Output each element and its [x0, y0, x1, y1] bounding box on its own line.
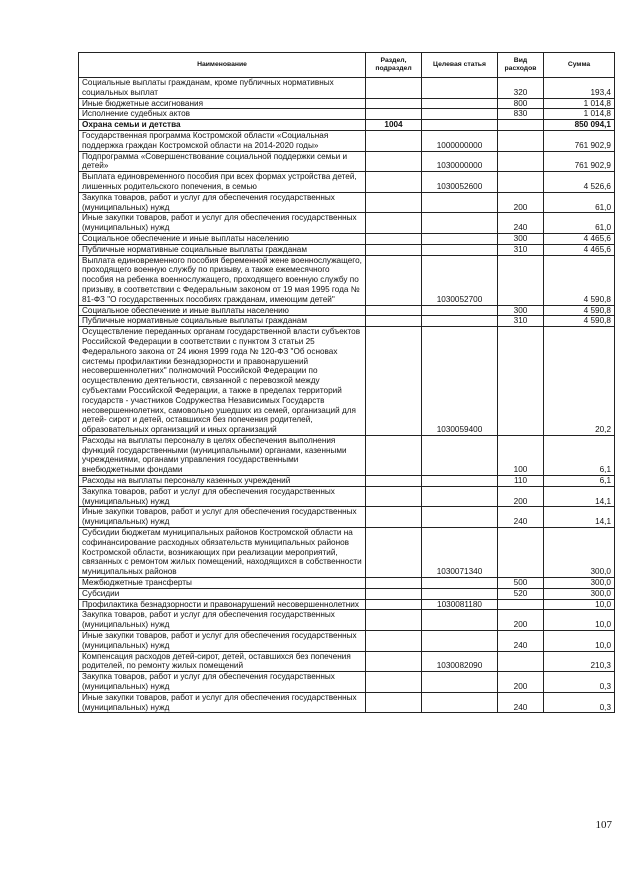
budget-table: [78, 52, 615, 713]
row-target: [422, 610, 498, 631]
row-sum: 14,1: [544, 507, 615, 528]
row-expense: [498, 120, 544, 131]
table-row: [79, 476, 615, 487]
row-target: [422, 213, 498, 234]
row-sum: 4 590,8: [544, 255, 615, 305]
row-expense: [498, 528, 544, 578]
row-name: Социальное обеспечение и иные выплаты населению: [79, 305, 366, 316]
table-row: [79, 672, 615, 693]
row-name: Закупка товаров, работ и услуг для обеспечения государственных (муниципальных) нужд: [79, 610, 366, 631]
row-name: Закупка товаров, работ и услуг для обеспечения государственных (муниципальных) нужд: [79, 672, 366, 693]
table-row: [79, 233, 615, 244]
row-expense: [498, 172, 544, 193]
row-target: [422, 120, 498, 131]
row-expense: 500: [498, 578, 544, 589]
row-sum: 0,3: [544, 672, 615, 693]
row-target: 1000000000: [422, 130, 498, 151]
header-name: Наименование: [79, 53, 366, 78]
row-name: Выплата единовременного пособия беременной жене военнослужащего, проходящего военную службу по призыву, а также ежемесячного пособия на ребенка военнослужащего, проходящего военную службу по призыву, в соответствии с Федеральным законом от 19 мая 1995 года № 81-ФЗ "О государственных пособиях гражданам, имеющим детей": [79, 255, 366, 305]
row-expense: 800: [498, 98, 544, 109]
table-row: [79, 528, 615, 578]
row-sum: 61,0: [544, 192, 615, 213]
table-row: [79, 651, 615, 672]
row-section: [366, 588, 422, 599]
row-expense: 200: [498, 486, 544, 507]
row-name: Государственная программа Костромской области «Социальная поддержка граждан Костромской области на 2014-2020 годы»: [79, 130, 366, 151]
row-sum: 10,0: [544, 610, 615, 631]
row-sum: 0,3: [544, 692, 615, 713]
row-expense: 240: [498, 631, 544, 652]
row-sum: 210,3: [544, 651, 615, 672]
row-sum: 1 014,8: [544, 98, 615, 109]
row-target: 1030052600: [422, 172, 498, 193]
table-row: [79, 588, 615, 599]
row-expense: 300: [498, 305, 544, 316]
table-row: [79, 151, 615, 172]
row-section: [366, 507, 422, 528]
row-target: 1030000000: [422, 151, 498, 172]
row-section: [366, 192, 422, 213]
row-name: Расходы на выплаты персоналу в целях обеспечения выполнения функций государственными (муниципальными) органами, казенными учреждениями, органами управления государственными внебюджетными фондами: [79, 435, 366, 475]
row-sum: 4 465,6: [544, 233, 615, 244]
row-name: Охрана семьи и детства: [79, 120, 366, 131]
row-expense: 310: [498, 244, 544, 255]
row-sum: 4 526,6: [544, 172, 615, 193]
row-section: [366, 651, 422, 672]
row-target: 1030082090: [422, 651, 498, 672]
row-target: [422, 435, 498, 475]
row-name: Иные закупки товаров, работ и услуг для обеспечения государственных (муниципальных) нужд: [79, 692, 366, 713]
table-header-row: [79, 53, 615, 78]
row-section: [366, 528, 422, 578]
row-name: Компенсация расходов детей-сирот, детей, оставшихся без попечения родителей, по ремонту жилых помещений: [79, 651, 366, 672]
row-target: [422, 476, 498, 487]
row-target: [422, 672, 498, 693]
row-expense: 240: [498, 507, 544, 528]
row-name: Выплата единовременного пособия при всех формах устройства детей, лишенных родительского попечения, в семью: [79, 172, 366, 193]
row-name: Подпрограмма «Совершенствование социальной поддержки семьи и детей»: [79, 151, 366, 172]
row-section: [366, 233, 422, 244]
row-section: [366, 578, 422, 589]
row-name: Иные бюджетные ассигнования: [79, 98, 366, 109]
row-name: Иные закупки товаров, работ и услуг для обеспечения государственных (муниципальных) нужд: [79, 507, 366, 528]
page-number: 107: [595, 819, 612, 831]
row-expense: 310: [498, 316, 544, 327]
row-target: [422, 486, 498, 507]
row-name: Иные закупки товаров, работ и услуг для обеспечения государственных (муниципальных) нужд: [79, 631, 366, 652]
row-target: [422, 192, 498, 213]
row-expense: 240: [498, 213, 544, 234]
row-expense: 200: [498, 610, 544, 631]
row-target: [422, 316, 498, 327]
table-row: [79, 172, 615, 193]
table-row: [79, 631, 615, 652]
row-name: Профилактика безнадзорности и правонарушений несовершеннолетних: [79, 599, 366, 610]
row-sum: 61,0: [544, 213, 615, 234]
row-section: [366, 151, 422, 172]
table-row: [79, 692, 615, 713]
row-section: [366, 672, 422, 693]
row-expense: 200: [498, 192, 544, 213]
row-section: [366, 476, 422, 487]
row-expense: [498, 651, 544, 672]
row-sum: 4 465,6: [544, 244, 615, 255]
row-section: [366, 631, 422, 652]
row-target: [422, 109, 498, 120]
row-expense: [498, 151, 544, 172]
table-row: [79, 120, 615, 131]
table-row: [79, 255, 615, 305]
row-name: Социальные выплаты гражданам, кроме публичных нормативных социальных выплат: [79, 78, 366, 99]
row-section: [366, 130, 422, 151]
table-row: [79, 109, 615, 120]
row-name: Субсидии бюджетам муниципальных районов Костромской области на софинансирование расходных обязательств муниципальных районов Костромской области, возникающих при реализации мероприятий, связанных с ремонтом жилых помещений, находящихся в собственности муниципальных районов: [79, 528, 366, 578]
row-name: Субсидии: [79, 588, 366, 599]
row-section: [366, 109, 422, 120]
row-expense: 200: [498, 672, 544, 693]
row-section: [366, 486, 422, 507]
table-row: [79, 192, 615, 213]
row-target: [422, 692, 498, 713]
row-sum: 850 094,1: [544, 120, 615, 131]
header-section: Раздел, подраздел: [366, 53, 422, 78]
row-sum: 4 590,8: [544, 316, 615, 327]
row-target: 1030059400: [422, 327, 498, 436]
table-row: [79, 327, 615, 436]
row-sum: 6,1: [544, 435, 615, 475]
table-body: [79, 78, 615, 713]
row-name: Иные закупки товаров, работ и услуг для обеспечения государственных (муниципальных) нужд: [79, 213, 366, 234]
row-sum: 14,1: [544, 486, 615, 507]
row-name: Межбюджетные трансферты: [79, 578, 366, 589]
row-section: [366, 255, 422, 305]
row-target: [422, 588, 498, 599]
row-target: [422, 578, 498, 589]
row-target: [422, 233, 498, 244]
row-expense: [498, 327, 544, 436]
row-section: [366, 599, 422, 610]
row-section: [366, 172, 422, 193]
row-section: [366, 98, 422, 109]
row-name: Осуществление переданных органам государственной власти субъектов Российской Федерации в соответствии с пунктом 3 статьи 25 Федерального закона от 24 июня 1999 года № 120-ФЗ "Об основах системы профилактики безнадзорности и правонарушений несовершеннолетних" полномочий Российской Федерации по осуществлению деятельности, связанной с перевозкой между субъектами Российской Федерации, а также в пределах территорий государств - участников Содружества Независимых Государств несовершеннолетних, самовольно ушедших из семей, организаций для детей- сирот и детей, оставшихся без попечения родителей, образовательных организаций и иных организаций: [79, 327, 366, 436]
row-target: 1030081180: [422, 599, 498, 610]
row-name: Публичные нормативные социальные выплаты гражданам: [79, 244, 366, 255]
row-expense: [498, 599, 544, 610]
row-sum: 761 902,9: [544, 130, 615, 151]
row-target: [422, 78, 498, 99]
row-sum: 300,0: [544, 588, 615, 599]
row-section: [366, 244, 422, 255]
row-section: [366, 78, 422, 99]
row-target: [422, 98, 498, 109]
row-section: [366, 610, 422, 631]
row-target: 1030052700: [422, 255, 498, 305]
row-target: [422, 305, 498, 316]
row-sum: 761 902,9: [544, 151, 615, 172]
row-sum: 10,0: [544, 599, 615, 610]
row-sum: 300,0: [544, 528, 615, 578]
row-sum: 300,0: [544, 578, 615, 589]
row-expense: 320: [498, 78, 544, 99]
row-target: 1030071340: [422, 528, 498, 578]
row-expense: 520: [498, 588, 544, 599]
table-row: [79, 486, 615, 507]
table-row: [79, 244, 615, 255]
row-expense: 100: [498, 435, 544, 475]
table-row: [79, 78, 615, 99]
row-section: 1004: [366, 120, 422, 131]
row-sum: 10,0: [544, 631, 615, 652]
row-expense: [498, 130, 544, 151]
header-expense: Вид расходов: [498, 53, 544, 78]
row-section: [366, 305, 422, 316]
table-row: [79, 130, 615, 151]
row-name: Исполнение судебных актов: [79, 109, 366, 120]
row-name: Закупка товаров, работ и услуг для обеспечения государственных (муниципальных) нужд: [79, 192, 366, 213]
header-target: Целевая статья: [422, 53, 498, 78]
table-row: [79, 316, 615, 327]
row-section: [366, 327, 422, 436]
row-expense: 830: [498, 109, 544, 120]
row-expense: [498, 255, 544, 305]
row-target: [422, 631, 498, 652]
row-section: [366, 692, 422, 713]
table-row: [79, 305, 615, 316]
row-sum: 193,4: [544, 78, 615, 99]
row-expense: 110: [498, 476, 544, 487]
row-section: [366, 435, 422, 475]
row-name: Публичные нормативные социальные выплаты гражданам: [79, 316, 366, 327]
row-sum: 1 014,8: [544, 109, 615, 120]
row-name: Закупка товаров, работ и услуг для обеспечения государственных (муниципальных) нужд: [79, 486, 366, 507]
table-row: [79, 610, 615, 631]
row-sum: 20,2: [544, 327, 615, 436]
row-section: [366, 213, 422, 234]
table-row: [79, 507, 615, 528]
row-target: [422, 244, 498, 255]
row-target: [422, 507, 498, 528]
row-sum: 6,1: [544, 476, 615, 487]
table-row: [79, 599, 615, 610]
table-row: [79, 213, 615, 234]
row-section: [366, 316, 422, 327]
table-row: [79, 578, 615, 589]
table-row: [79, 435, 615, 475]
row-expense: 300: [498, 233, 544, 244]
row-expense: 240: [498, 692, 544, 713]
row-sum: 4 590,8: [544, 305, 615, 316]
header-sum: Сумма: [544, 53, 615, 78]
row-name: Социальное обеспечение и иные выплаты населению: [79, 233, 366, 244]
row-name: Расходы на выплаты персоналу казенных учреждений: [79, 476, 366, 487]
table-row: [79, 98, 615, 109]
